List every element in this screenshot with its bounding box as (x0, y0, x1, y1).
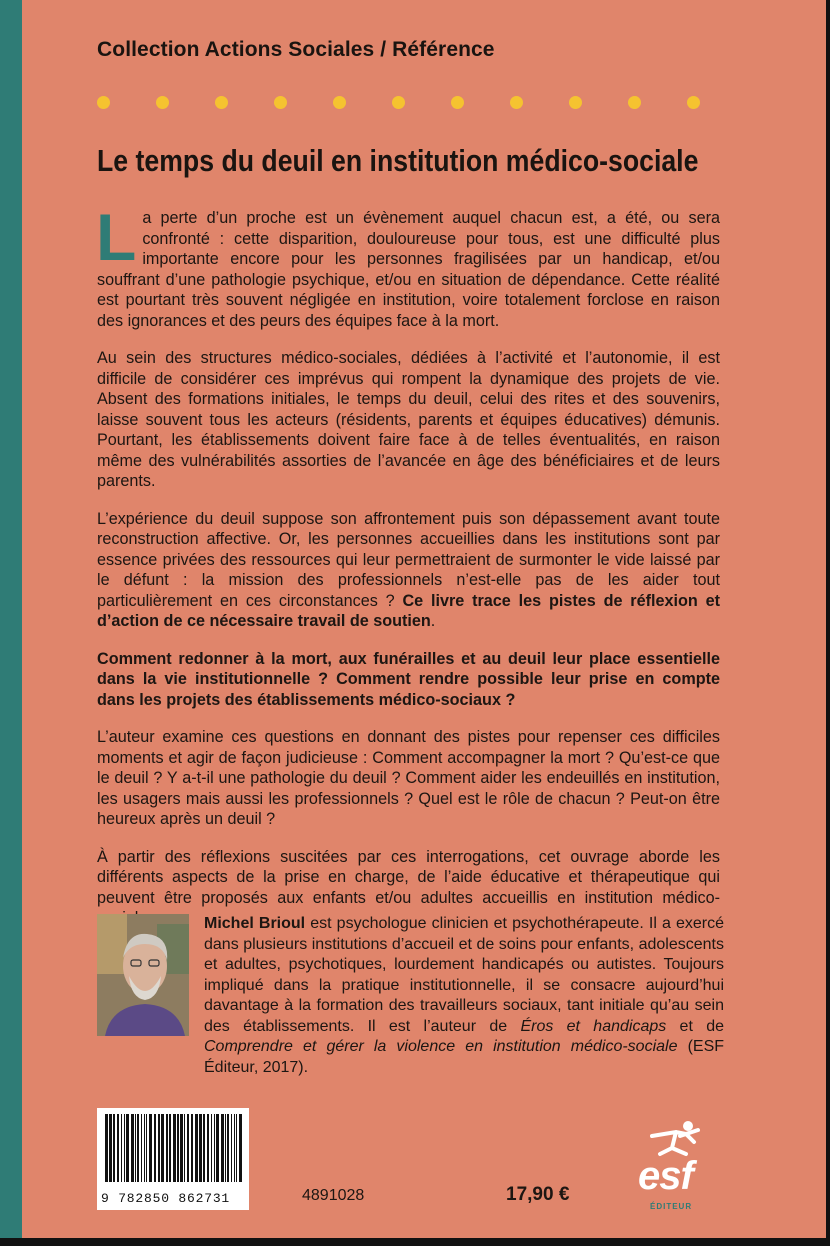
author-bio-part-1: est psychologue clinicien et psychothérapeute. Il a exercé dans plusieurs institutions d’accueil et de soins pour enfants, adolescents et adultes, psychotiques, lourdement handicapés ou autistes. Toujours impliqué dans la pratique institutionnelle, il se consacre aujourd’hui davantage à la formation des travailleurs sociaux, tant initiale qu’au sein des établissements. Il est l’auteur de (204, 915, 725, 1035)
blurb-paragraph-1 (96, 200, 720, 331)
author-bio (204, 914, 724, 1078)
book-spine-strip (0, 0, 22, 1238)
drop-cap-letter: L (96, 200, 137, 274)
paragraph-3-bold-text: Ce livre trace les pistes de réflexion et d’action de ce nécessaire travail de soutien (97, 591, 720, 630)
blurb-questions: Comment redonner à la mort, aux funérailles et au deuil leur place essentielle dans la vie institutionnelle ? Comment rendre possible leur prise en compte dans les projets des établissements médico-sociaux ? (97, 649, 720, 709)
decorative-dot (274, 96, 287, 109)
decorative-dot (510, 96, 523, 109)
decorative-dot (215, 96, 228, 109)
blurb-paragraph-3 (97, 509, 720, 632)
author-bio-part-2: et de (666, 1017, 725, 1035)
product-code: 4891028 (302, 1187, 365, 1204)
author-portrait-icon (97, 914, 189, 1036)
collection-label: Collection Actions Sociales / Référence (97, 38, 495, 61)
decorative-dot (156, 96, 169, 109)
barcode-bars (97, 1108, 249, 1188)
decorative-dot (392, 96, 405, 109)
decorative-dot (451, 96, 464, 109)
author-book-2: Comprendre et gérer la violence en institution médico-sociale (204, 1038, 678, 1055)
decorative-dot (687, 96, 700, 109)
blurb-paragraph-5: L’auteur examine ces questions en donnant des pistes pour repenser ces difficiles moments et agir de façon judicieuse : Comment accompagner la mort ? Qu’est-ce que le deuil ? Y a-t-il une pathologie du deuil ? Comment aider les endeuillés en institution, les usagers mais aussi les professionnels ? Quel est le rôle de chacun ? Peut-on être heureux après un deuil ? (97, 728, 720, 828)
decorative-dot-row (97, 96, 697, 110)
publisher-logo (632, 1118, 712, 1214)
logo-editeur-text: ÉDITEUR (650, 1202, 693, 1211)
logo-esf-text: esf (638, 1154, 693, 1198)
price: 17,90 € (506, 1184, 570, 1205)
book-title: Le temps du deuil en institution médico-sociale (97, 143, 699, 178)
decorative-dot (333, 96, 346, 109)
blurb-paragraph-6: À partir des réflexions suscitées par ces interrogations, cet ouvrage aborde les différents aspects de la prise en charge, de l’aide éducative et thérapeutique qui peuvent être proposés aux enfants et/ou adultes accueillis en institution médico- (97, 847, 720, 907)
author-name: Michel Brioul (204, 915, 306, 932)
runner-figure-icon (632, 1118, 712, 1158)
paragraph-1-text: a perte d’un proche est un évènement auquel chacun est, a été, ou sera confronté : cette disparition, douloureuse pour tous, est une difficulté plus importante encore pour les personnes fragilisées par un handicap, et/ou souffrant d’une pathologie psychique, et/ou en situation de dépendance. Cette réalité est pourtant très souvent négligée en institution, voire totalement forclose en raison des ignorances et des peurs des équipes face à la mort. (97, 209, 720, 330)
decorative-dot (628, 96, 641, 109)
barcode-digits: 9 782850 862731 (101, 1191, 231, 1206)
author-book-1: Éros et handicaps (520, 1017, 667, 1035)
decorative-dot (569, 96, 582, 109)
blurb-paragraph-2: Au sein des structures médico-sociales, dédiées à l’activité et l’autonomie, il est difficile de considérer ces imprévus qui rompent la dynamique des projets de vie. Absent des formations initiales, le temps du deuil, celui des rites et des souvenirs, laisse souvent tous les acteurs (résidents, parents et équipes éducatives) démunis. Pourtant, les établissements doivent faire face à de telles éventualités, en raison même des vulnérabilités assorties de l’avancée en âge des bénéficiaires et de leurs parents. (97, 349, 720, 490)
isbn-barcode (97, 1108, 249, 1210)
blurb-text (96, 200, 720, 946)
paragraph-3-text: L’expérience du deuil suppose son affrontement puis son dépassement avant toute reconstruction affective. Or, les personnes accueillies dans les institutions sont par essence privées des ressources qui leur permettraient de surmonter le vide laissé par le défunt : la mission des professionnels n’est-elle pas de les aider tout particulièrement en ces circonstances ? (97, 509, 720, 610)
decorative-dot (97, 96, 110, 109)
author-photo (97, 914, 189, 1036)
author-bio-part-3: (ESF Éditeur, 2017). (204, 1038, 725, 1076)
paragraph-3-end: . (430, 612, 436, 630)
